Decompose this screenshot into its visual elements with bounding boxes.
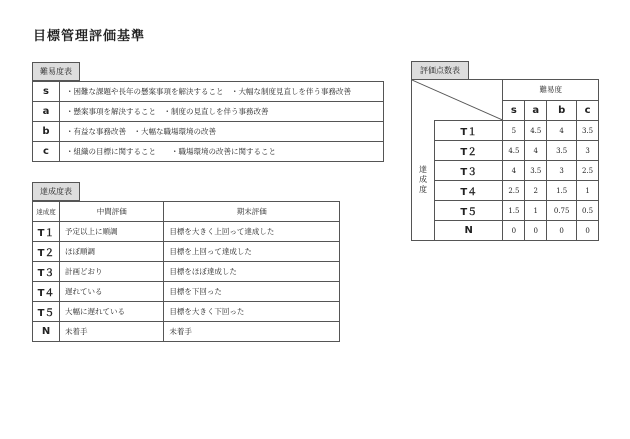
score-cell: 0 xyxy=(577,221,599,241)
score-cell: 4 xyxy=(503,161,525,181)
score-col-header: b xyxy=(547,100,577,121)
diagonal-corner-cell xyxy=(412,80,503,121)
achievement-end: 目標を大きく下回った xyxy=(164,302,340,322)
score-row-header: T５ xyxy=(435,201,503,221)
score-row-header: T１ xyxy=(435,121,503,141)
achievement-mid: 大幅に遅れている xyxy=(60,302,164,322)
score-row-header: T４ xyxy=(435,181,503,201)
table-row xyxy=(412,201,599,221)
score-cell: 0.5 xyxy=(577,201,599,221)
achievement-mid: 予定以上に順調 xyxy=(60,222,164,242)
difficulty-key: c xyxy=(33,142,60,162)
score-table-label: 評価点数表 xyxy=(411,61,469,80)
achievement-key: T１ xyxy=(33,222,60,242)
achievement-key: T３ xyxy=(33,262,60,282)
achievement-end: 目標を下回った xyxy=(164,282,340,302)
achievement-key: T４ xyxy=(33,282,60,302)
table-row xyxy=(33,322,340,342)
achievement-end: 目標をほぼ達成した xyxy=(164,262,340,282)
score-cell: 2 xyxy=(525,181,547,201)
score-cell: 0 xyxy=(503,221,525,241)
score-cell: 4 xyxy=(525,141,547,161)
score-col-header: c xyxy=(577,100,599,121)
score-cell: 2.5 xyxy=(503,181,525,201)
achievement-mid: ほぼ順調 xyxy=(60,242,164,262)
score-cell: 4.5 xyxy=(525,121,547,141)
difficulty-description: ・困難な課題や長年の懸案事項を解決すること ・大幅な制度見直しを伴う事務改善 xyxy=(60,82,384,102)
score-cell: 3 xyxy=(577,141,599,161)
achievement-mid: 未着手 xyxy=(60,322,164,342)
score-cell: 1 xyxy=(577,181,599,201)
score-cell: 0 xyxy=(525,221,547,241)
table-row xyxy=(33,122,384,142)
page-title: 目標管理評価基準 xyxy=(33,29,146,44)
difficulty-key: s xyxy=(33,82,60,102)
score-cell: 3.5 xyxy=(577,121,599,141)
table-row xyxy=(33,102,384,122)
score-cell: 0 xyxy=(547,221,577,241)
table-row xyxy=(33,282,340,302)
table-row xyxy=(33,82,384,102)
table-row xyxy=(33,242,340,262)
table-row xyxy=(33,142,384,162)
score-row-header: T２ xyxy=(435,141,503,161)
score-cell: 1 xyxy=(525,201,547,221)
score-cell: 5 xyxy=(503,121,525,141)
achievement-end: 目標を大きく上回って達成した xyxy=(164,222,340,242)
table-row xyxy=(412,121,599,141)
score-row-group-label xyxy=(412,121,435,241)
difficulty-key: a xyxy=(33,102,60,122)
table-row xyxy=(33,302,340,322)
score-cell: 2.5 xyxy=(577,161,599,181)
difficulty-key: b xyxy=(33,122,60,142)
score-cell: 0.75 xyxy=(547,201,577,221)
table-row xyxy=(412,181,599,201)
achievement-end: 未着手 xyxy=(164,322,340,342)
diagonal-line xyxy=(412,80,502,120)
score-col-header: a xyxy=(525,100,547,121)
achievement-header-key: 達成度 xyxy=(33,202,60,222)
achievement-header-end: 期末評価 xyxy=(164,202,340,222)
difficulty-table-label: 難易度表 xyxy=(32,62,80,81)
score-col-group-label: 難易度 xyxy=(503,80,599,101)
achievement-header-mid: 中間評価 xyxy=(60,202,164,222)
score-cell: 3 xyxy=(547,161,577,181)
achievement-key: T２ xyxy=(33,242,60,262)
achievement-key: T５ xyxy=(33,302,60,322)
achievement-key: N xyxy=(33,322,60,342)
table-row xyxy=(412,141,599,161)
table-row xyxy=(412,161,599,181)
score-cell: 1.5 xyxy=(547,181,577,201)
difficulty-table xyxy=(32,81,384,162)
difficulty-description: ・有益な事務改善 ・大幅な職場環境の改善 xyxy=(60,122,384,142)
score-cell: 4.5 xyxy=(503,141,525,161)
table-header-row xyxy=(412,80,599,101)
table-header-row xyxy=(33,202,340,222)
score-cell: 3.5 xyxy=(547,141,577,161)
achievement-table-label: 達成度表 xyxy=(32,182,80,201)
table-row xyxy=(33,262,340,282)
score-col-header: s xyxy=(503,100,525,121)
table-row xyxy=(33,222,340,242)
achievement-end: 目標を上回って達成した xyxy=(164,242,340,262)
score-cell: 1.5 xyxy=(503,201,525,221)
score-row-header: T３ xyxy=(435,161,503,181)
score-cell: 3.5 xyxy=(525,161,547,181)
achievement-mid: 計画どおり xyxy=(60,262,164,282)
score-cell: 4 xyxy=(547,121,577,141)
achievement-table xyxy=(32,201,340,342)
table-row xyxy=(412,221,599,241)
difficulty-description: ・組織の目標に関すること ・職場環境の改善に関すること xyxy=(60,142,384,162)
achievement-mid: 遅れている xyxy=(60,282,164,302)
score-row-header: N xyxy=(435,221,503,241)
score-table xyxy=(411,79,599,241)
score-row-group-label-text: 達成度 xyxy=(419,165,427,195)
difficulty-description: ・懸案事項を解決すること ・制度の見直しを伴う事務改善 xyxy=(60,102,384,122)
